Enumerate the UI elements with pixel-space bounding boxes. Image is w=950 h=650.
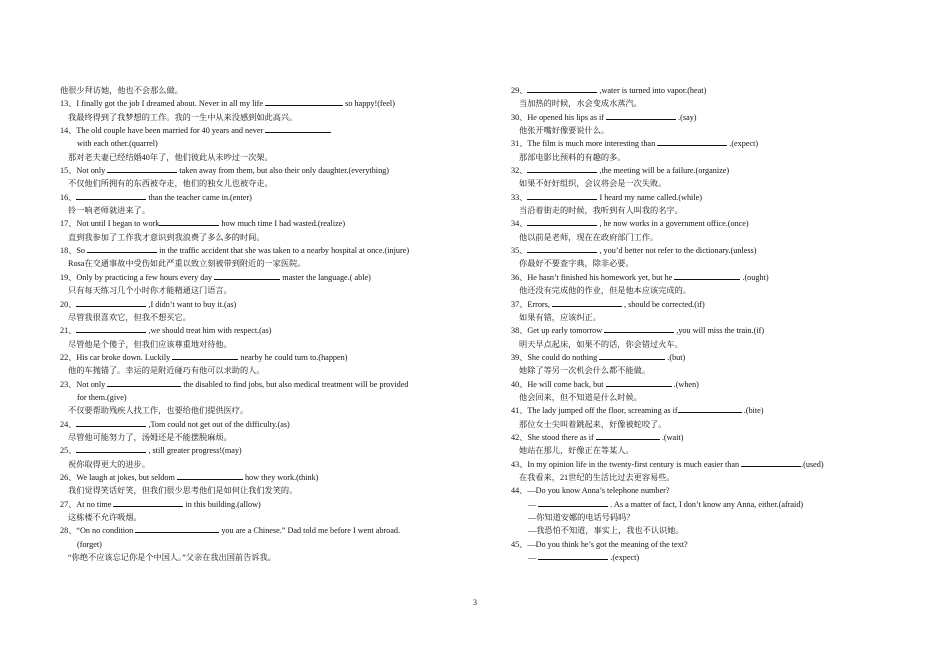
line-text: 22、His car broke down. Luckily	[60, 352, 173, 362]
text-line	[511, 538, 906, 551]
text-line	[60, 484, 445, 497]
answer-blank	[107, 164, 177, 173]
line-text: 18、So	[60, 246, 88, 256]
line-text: 45、—Do you think he’s got the meaning of the text?	[511, 539, 688, 549]
line-text: 28、“On no condition	[60, 526, 136, 536]
text-line	[511, 257, 906, 270]
line-text: “你绝不应该忘记你是个中国人。”父亲在我出国前告诉我。	[68, 553, 276, 563]
line-text: 当加热的时候，水会变成水蒸汽。	[519, 99, 642, 109]
answer-blank	[159, 217, 219, 226]
line-text: 43、In my opinion life in the twenty-first century is much easier than	[511, 459, 742, 469]
line-text-tail: .(bite)	[741, 406, 764, 416]
line-text-tail: , should be corrected.(if)	[621, 299, 705, 309]
right-column	[511, 84, 906, 564]
text-line	[511, 151, 906, 164]
text-line	[60, 84, 445, 97]
line-text: 那对老夫妻已经结婚40年了，他们彼此从未吵过一次架。	[68, 152, 273, 162]
text-line	[60, 217, 445, 230]
answer-blank	[172, 351, 238, 360]
answer-blank	[113, 498, 183, 507]
answer-blank	[527, 191, 597, 200]
line-text-tail: .(used)	[801, 459, 824, 469]
answer-blank	[538, 551, 608, 560]
text-line	[60, 311, 445, 324]
line-text: 他还没有完成他的作业，但是他本应该完成的。	[519, 286, 691, 296]
answer-blank	[527, 84, 597, 93]
answer-blank	[76, 191, 146, 200]
text-line	[511, 204, 906, 217]
line-text: 当沿着街走的时候，我听到有人叫我的名字。	[519, 206, 683, 216]
line-text: 34、	[511, 219, 528, 229]
line-text: 31、The film is much more interesting than	[511, 139, 658, 149]
text-line	[60, 204, 445, 217]
text-line	[60, 97, 445, 110]
text-line	[60, 538, 445, 551]
text-line	[60, 164, 445, 177]
line-text: 37、Errors,	[511, 299, 552, 309]
line-text-tail: than the teacher came in.(enter)	[146, 192, 252, 202]
line-text: 44、—Do you know Anna’s telephone number?	[511, 486, 670, 496]
text-line	[511, 177, 906, 190]
line-text: 32、	[511, 166, 528, 176]
line-text: 30、He opened his lips as if	[511, 112, 607, 122]
text-line	[60, 111, 445, 124]
answer-blank	[527, 244, 597, 253]
line-text: 那部电影比预料的有趣的多。	[519, 152, 626, 162]
line-text: 35、	[511, 246, 528, 256]
text-line	[511, 111, 906, 124]
line-text: 29、	[511, 86, 528, 95]
text-line	[511, 84, 906, 97]
text-line	[511, 124, 906, 137]
line-text-tail: I heard my name called.(while)	[597, 192, 702, 202]
line-text: 明天早点起床，如果不的话，你会错过火车。	[519, 339, 683, 349]
text-line	[60, 151, 445, 164]
text-line	[60, 551, 445, 564]
page-number: 3	[473, 598, 477, 607]
answer-blank	[604, 324, 674, 333]
text-line	[60, 191, 445, 204]
line-text: 不仅要帮助残疾人找工作，也要给他们提供医疗。	[68, 406, 249, 416]
line-text: 23、Not only	[60, 379, 108, 389]
text-line	[511, 431, 906, 444]
line-text: 27、At no time	[60, 499, 114, 509]
answer-blank	[527, 217, 597, 226]
text-line	[511, 484, 906, 497]
left-column	[60, 84, 445, 564]
line-text-tail: .(expect)	[608, 553, 640, 563]
line-text: 15、Not only	[60, 166, 108, 176]
line-text-tail: .(say)	[676, 112, 697, 122]
text-line	[60, 511, 445, 524]
line-text-tail: .(expect)	[727, 139, 759, 149]
text-line	[511, 511, 906, 524]
line-text-tail: you are a Chinese.” Dad told me before I went abroad.	[219, 526, 401, 536]
line-text: 他很少拜访她，他也不会那么做。	[60, 86, 183, 95]
text-line	[60, 378, 445, 391]
answer-blank	[678, 404, 742, 413]
line-text: 24、	[60, 419, 77, 429]
line-text-tail: so happy!(feel)	[343, 99, 395, 109]
text-line	[511, 364, 906, 377]
text-line	[511, 244, 906, 257]
line-text-tail: , still greater progress!(may)	[146, 446, 242, 456]
line-text: 在我看来，21世纪的生活比过去更容易些。	[519, 472, 675, 482]
text-line	[60, 257, 445, 270]
line-text: 他会回来，但不知道是什么时候。	[519, 392, 642, 402]
text-line	[511, 217, 906, 230]
line-text: 她站在那儿，好像正在等某人。	[519, 446, 634, 456]
text-line	[511, 338, 906, 351]
line-text-tail: ,we should treat him with respect.(as)	[146, 326, 272, 336]
line-text-tail: in this building.(allow)	[183, 499, 261, 509]
line-text: 直到我参加了工作我才意识到我浪费了多么多的时间。	[68, 232, 265, 242]
text-line	[60, 404, 445, 417]
line-text: 13、I finally got the job I dreamed about. Never in all my life	[60, 99, 266, 109]
text-line	[511, 164, 906, 177]
line-text-tail: ,you will miss the train.(if)	[674, 326, 765, 336]
line-text-tail: .(wait)	[659, 432, 684, 442]
line-text: 如果不好好组织，会议将会是一次失败。	[519, 179, 667, 189]
text-line	[60, 364, 445, 377]
answer-blank	[265, 97, 343, 106]
line-text: 25、	[60, 446, 77, 456]
line-text: 祝你取得更大的进步。	[68, 459, 150, 469]
line-text-tail: master the language.( able)	[280, 272, 371, 282]
line-text-tail: , you’d better not refer to the dictionary.(unless)	[597, 246, 757, 256]
text-line	[511, 311, 906, 324]
line-text-tail: ,I didn’t want to buy it.(as)	[146, 299, 237, 309]
line-text: 尽管我很喜欢它，但我不想买它。	[68, 312, 191, 322]
line-text: —你知道安娜的电话号码吗？	[528, 513, 635, 522]
line-text: 39、She could do nothing	[511, 352, 600, 362]
text-line	[511, 191, 906, 204]
text-line	[60, 444, 445, 457]
answer-blank	[76, 444, 146, 453]
text-line	[60, 137, 445, 150]
line-text: 36、He hasn’t finished his homework yet, but he	[511, 272, 675, 282]
line-text-tail: nearby he could turn to.(happen)	[238, 352, 348, 362]
text-line	[60, 391, 445, 404]
text-line	[511, 231, 906, 244]
text-line	[511, 471, 906, 484]
answer-blank	[596, 431, 660, 440]
answer-blank	[599, 351, 665, 360]
text-line	[60, 351, 445, 364]
line-text: 不仅他们所拥有的东西被夺走，他们的独女儿也被夺走。	[68, 179, 273, 189]
text-line	[60, 338, 445, 351]
answer-blank	[741, 458, 801, 467]
line-text: Rosa在交通事故中受伤如此严重以致立刻被带到附近的一家医院。	[68, 259, 306, 269]
answer-blank	[76, 298, 146, 307]
line-text-tail: taken away from them, but also their only daughter.(everything)	[177, 166, 389, 176]
line-text: 19、Only by practicing a few hours every day	[60, 272, 215, 282]
text-line	[511, 137, 906, 150]
answer-blank	[674, 271, 740, 280]
text-line	[60, 244, 445, 257]
text-line	[511, 271, 906, 284]
line-text: 41、The lady jumped off the floor, screaming as if	[511, 406, 678, 416]
line-text-tail: , he now works in a government office.(once)	[597, 219, 749, 229]
text-line	[511, 97, 906, 110]
line-text: —我恐怕不知道，事实上，我也不认识她。	[528, 526, 684, 536]
line-text-tail: how much time I had wasted.(realize)	[219, 219, 346, 229]
text-line	[511, 524, 906, 537]
text-line	[60, 177, 445, 190]
answer-blank	[76, 324, 146, 333]
line-text-tail: how they work.(think)	[242, 472, 319, 482]
text-line	[511, 444, 906, 457]
text-line	[60, 298, 445, 311]
answer-blank	[606, 111, 676, 120]
line-text-tail: ,Tom could not get out of the difficulty.(as)	[146, 419, 290, 429]
answer-blank	[214, 271, 280, 280]
answer-blank	[527, 164, 597, 173]
line-text: 16、	[60, 192, 77, 202]
text-line	[511, 298, 906, 311]
line-text: 40、He will come back, but	[511, 379, 606, 389]
answer-blank	[107, 378, 181, 387]
line-text: (forget)	[77, 539, 102, 549]
text-line	[60, 458, 445, 471]
line-text: 她除了等另一次机会什么都不能做。	[519, 366, 651, 376]
line-text-tail: ,the meeting will be a failure.(organize)	[597, 166, 730, 176]
line-text: 那位女士尖叫着跳起来，好像被蛇咬了。	[519, 419, 667, 429]
text-line	[60, 231, 445, 244]
line-text: —	[528, 499, 539, 509]
line-text-tail: . As a matter of fact, I don’t know any Anna, either.(afraid)	[608, 499, 804, 509]
answer-blank	[538, 498, 608, 507]
line-text: 尽管他是个傻子，但我们应该尊重地对待他。	[68, 339, 232, 349]
line-text-tail: .(ought)	[740, 272, 769, 282]
text-line	[511, 324, 906, 337]
line-text: 42、She stood there as if	[511, 432, 596, 442]
line-text-tail: the disabled to find jobs, but also medical treatment will be provided	[181, 379, 409, 389]
answer-blank	[606, 378, 672, 387]
text-line	[511, 551, 906, 564]
line-text: with each other.(quarrel)	[77, 139, 158, 149]
text-line	[60, 471, 445, 484]
text-line	[511, 404, 906, 417]
line-text: 他以前是老师，现在在政府部门工作。	[519, 232, 659, 242]
line-text: 他张开嘴好像要说什么。	[519, 126, 610, 136]
line-text: 14、The old couple have been married for 40 years and never	[60, 126, 266, 136]
answer-blank	[657, 137, 727, 146]
text-line	[60, 431, 445, 444]
line-text: 他的车抛锚了。幸运的是附近碰巧有他可以求助的人。	[68, 366, 265, 376]
line-text: 26、We laugh at jokes, but seldom	[60, 472, 177, 482]
line-text: 铃一响老师就进来了。	[68, 206, 150, 216]
answer-blank	[552, 298, 622, 307]
text-line	[511, 418, 906, 431]
line-text: 如果有错，应该纠正。	[519, 312, 601, 322]
line-text-tail: .(when)	[671, 379, 699, 389]
text-line	[511, 378, 906, 391]
answer-blank	[76, 418, 146, 427]
text-line	[60, 498, 445, 511]
text-line	[60, 524, 445, 537]
line-text: 这栋楼不允许吸烟。	[68, 513, 142, 522]
text-line	[511, 284, 906, 297]
text-line	[511, 498, 906, 511]
text-line	[511, 458, 906, 471]
text-line	[60, 418, 445, 431]
text-line	[60, 284, 445, 297]
text-line	[60, 324, 445, 337]
text-line	[511, 351, 906, 364]
answer-blank	[265, 124, 331, 133]
line-text: —	[528, 553, 539, 563]
line-text: 我们觉得笑话好笑，但我们很少思考他们是如何让我们发笑的。	[68, 486, 298, 496]
answer-blank	[87, 244, 157, 253]
line-text: 21、	[60, 326, 77, 336]
line-text: 只有每天练习几个小时你才能精通这门语言。	[68, 286, 232, 296]
answer-blank	[135, 524, 219, 533]
line-text: for them.(give)	[77, 392, 127, 402]
line-text: 38、Get up early tomorrow	[511, 326, 605, 336]
line-text: 我最终得到了我梦想的工作。我的一生中从来没感到如此高兴。	[68, 112, 298, 122]
line-text-tail: .(but)	[665, 352, 686, 362]
answer-blank	[177, 471, 243, 480]
text-line	[511, 391, 906, 404]
line-text: 尽管他可能努力了，汤姆还是不能摆脱麻烦。	[68, 432, 232, 442]
line-text: 33、	[511, 192, 528, 202]
line-text: 17、Not until I began to work	[60, 219, 160, 229]
line-text: 20、	[60, 299, 77, 309]
line-text: 你最好不要查字典，除非必要。	[519, 259, 634, 269]
text-line	[60, 124, 445, 137]
text-line	[60, 271, 445, 284]
line-text-tail: in the traffic accident that she was taken to a nearby hospital at once.(injure)	[157, 246, 410, 256]
line-text-tail: ,water is turned into vapor.(heat)	[597, 86, 707, 95]
